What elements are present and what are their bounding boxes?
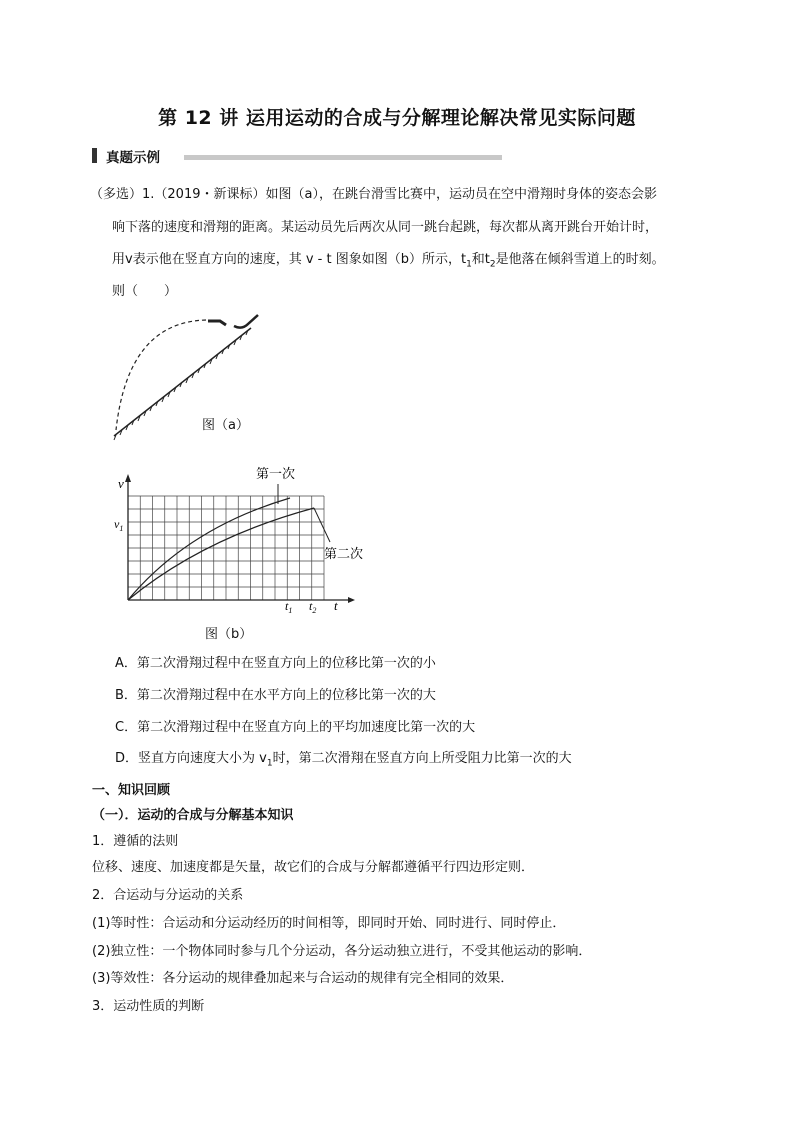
option-b[interactable]: B．第二次滑翔过程中在水平方向上的位移比第一次的大 [115, 688, 436, 703]
question-t1-subscript: 1 [466, 259, 472, 270]
section-divider [184, 155, 502, 160]
t2-tick-label: $t_2$ [309, 599, 317, 615]
question-line-1: （多选）1.（2019・新课标）如图（a），在跳台滑雪比赛中，运动员在空中滑翔时身体的姿态会影 [90, 187, 657, 202]
first-jump-label: 第一次 [256, 467, 296, 482]
question-line-3-pre: 用v表示他在竖直方向的速度，其 v - t 图象如图（b）所示，t [112, 252, 467, 267]
figure-b-vt-graph [108, 468, 368, 628]
question-line-3-mid: 和t [471, 252, 490, 267]
option-c[interactable]: C．第二次滑翔过程中在竖直方向上的平均加速度比第一次的大 [115, 720, 476, 735]
graph-grid [128, 496, 324, 600]
knowledge-subheading: （一）．运动的合成与分解基本知识 [92, 808, 294, 823]
item2-title: 2．合运动与分运动的关系 [92, 888, 244, 903]
question-line-2: 响下落的速度和滑翔的距离。某运动员先后两次从同一跳台起跳，每次都从离开跳台开始计时， [112, 220, 659, 235]
figure-b-caption: 图（b） [205, 627, 253, 642]
second-jump-label: 第二次 [324, 547, 364, 562]
t1-tick-label: $t_1$ [285, 599, 293, 615]
question-t2-subscript: 2 [489, 259, 496, 270]
item2-point-3: (3)等效性：各分运动的规律叠加起来与合运动的规律有完全相同的效果． [92, 971, 514, 986]
option-d-pre: D．竖直方向速度大小为 v [115, 751, 267, 766]
section-marker [92, 148, 97, 163]
figure-a-caption: 图（a） [202, 418, 249, 433]
page-title: 第 12 讲 运用运动的合成与分解理论解决常见实际问题 [158, 107, 636, 129]
x-axis-label: t [334, 598, 338, 613]
question-line-3-post: 是他落在倾斜雪道上的时刻。 [495, 252, 665, 267]
knowledge-heading: 一、知识回顾 [92, 783, 171, 798]
item3-title: 3．运动性质的判断 [92, 999, 205, 1014]
v1-tick-label: $v_1$ [114, 517, 124, 533]
item2-point-1: (1)等时性：合运动和分运动经历的时间相等，即同时开始、同时进行、同时停止． [92, 916, 566, 931]
option-d-post: 时，第二次滑翔在竖直方向上所受阻力比第一次的大 [272, 751, 572, 766]
option-d[interactable] [115, 747, 572, 769]
question-line-4: 则（ ） [112, 284, 178, 299]
item1-text: 位移、速度、加速度都是矢量，故它们的合成与分解都遵循平行四边形定则． [92, 860, 535, 875]
y-axis-label: v [118, 476, 124, 491]
x-axis-arrow [348, 597, 355, 603]
y-axis-arrow [125, 474, 131, 482]
jump-platform [234, 315, 258, 328]
item2-point-2: (2)独立性：一个物体同时参与几个分运动，各分运动独立进行，不受其他运动的影响． [92, 944, 592, 959]
second-label-leader [314, 508, 330, 542]
section-label: 真题示例 [106, 150, 160, 166]
item1-title: 1．遵循的法则 [92, 834, 179, 849]
question-line-3 [112, 252, 665, 273]
option-d-subscript: 1 [266, 758, 273, 769]
skier-icon [208, 321, 226, 325]
option-a[interactable]: A．第二次滑翔过程中在竖直方向上的位移比第一次的小 [115, 656, 436, 671]
